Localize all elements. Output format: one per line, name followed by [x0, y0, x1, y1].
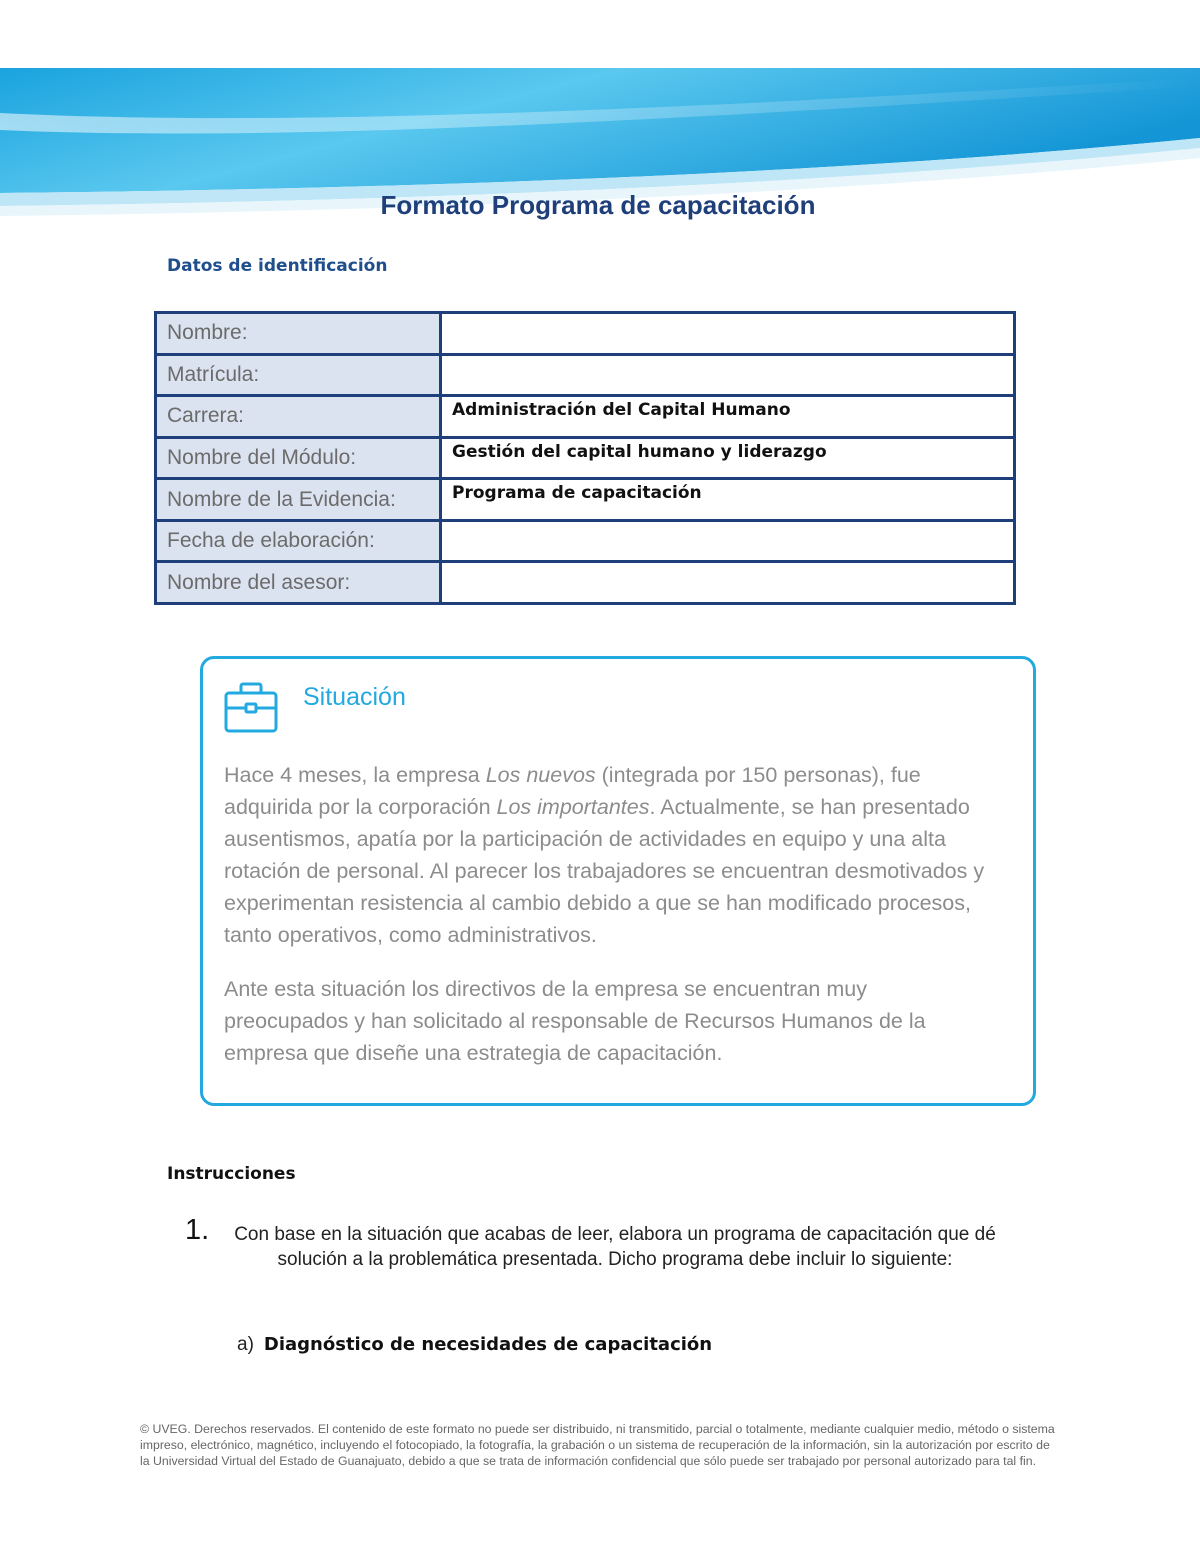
identification-table [154, 311, 1016, 605]
row-label: Nombre de la Evidencia: [156, 479, 441, 521]
situation-paragraph: Ante esta situación los directivos de la empresa se encuentran muy preocupados y han solicitado al responsable de Recursos Humanos de la empresa que diseñe una estrategia de capacitación. [224, 977, 926, 1065]
copyright-notice: © UVEG. Derechos reservados. El contenido de este formato no puede ser distribuido, ni transmitido, parcial o totalmente, mediante cualquier medio, método o sistema impreso, electrónico, magnético, incluyendo el fotocopiado, la fotografía, la grabación o un sistema de recuperación de la información, sin la autorización por escrito de la Universidad Virtual del Estado de Guanajuato, debido a que se trata de información confidencial que sólo puede ser trabajado por personal autorizado para tal fin. [140, 1422, 1055, 1468]
table-row [156, 479, 1015, 521]
table-row [156, 562, 1015, 604]
situation-box [200, 656, 1036, 1106]
row-label: Matrícula: [156, 354, 441, 396]
situation-text-part: (integrada por 150 personas), fue adquirida por la corporación [224, 763, 921, 819]
sub-item-letter: a) [237, 1334, 254, 1355]
situation-title: Situación [303, 683, 406, 711]
table-row [156, 520, 1015, 562]
table-row [156, 396, 1015, 438]
row-value [441, 313, 1015, 355]
table-row [156, 354, 1015, 396]
instructions-heading: Instrucciones [167, 1164, 296, 1184]
row-label: Nombre del asesor: [156, 562, 441, 604]
row-value: Gestión del capital humano y liderazgo [441, 437, 1015, 479]
identification-heading: Datos de identificación [167, 256, 388, 276]
row-label: Nombre del Módulo: [156, 437, 441, 479]
step-text: Con base en la situación que acabas de leer, elabora un programa de capacitación que dé solución a la problemática presentada. Dicho programa debe incluir lo siguiente: [234, 1224, 996, 1270]
row-label: Fecha de elaboración: [156, 520, 441, 562]
situation-text-part: Hace 4 meses, la empresa [224, 763, 486, 787]
corporation-name: Los importantes [496, 795, 650, 819]
situation-text-part: . Actualmente, se han presentado ausentismos, apatía por la participación de actividades en equipo y una alta rotación de personal. Al parecer los trabajadores se encuentran desmotivados y experimentan resistencia al cambio debido a que se han modificado procesos, tanto operativos, como administrativos. [224, 795, 985, 947]
sub-item-text: Diagnóstico de necesidades de capacitación [263, 1334, 713, 1355]
situation-paragraph [224, 759, 994, 951]
row-value: Administración del Capital Humano [441, 396, 1015, 438]
row-value [441, 562, 1015, 604]
row-value [441, 520, 1015, 562]
step-number: 1. [185, 1214, 210, 1246]
company-name: Los nuevos [485, 763, 596, 787]
document-title: Formato Programa de capacitación [380, 190, 816, 220]
row-label: Nombre: [156, 313, 441, 355]
briefcase-icon [223, 681, 279, 735]
row-value: Programa de capacitación [441, 479, 1015, 521]
sub-item [237, 1334, 712, 1356]
table-row [156, 437, 1015, 479]
row-label: Carrera: [156, 396, 441, 438]
table-row [156, 313, 1015, 355]
row-value [441, 354, 1015, 396]
